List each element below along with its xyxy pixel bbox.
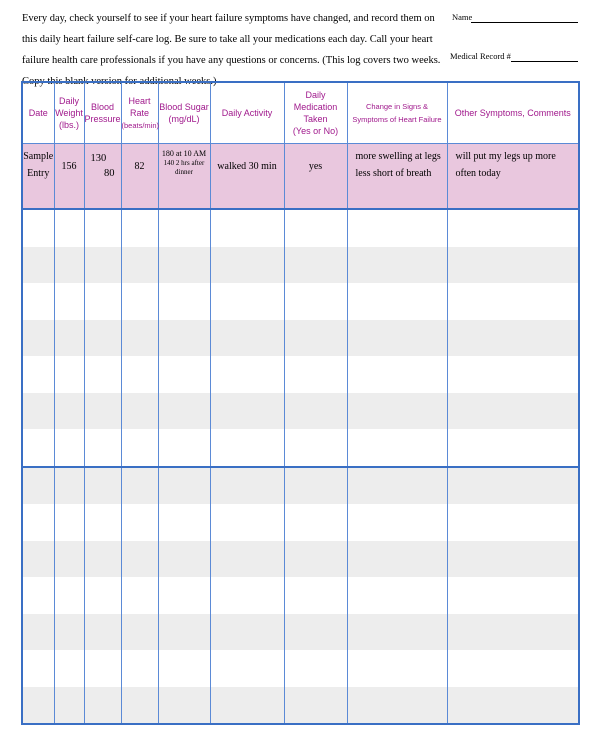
sample-activity: walked 30 min	[210, 144, 284, 210]
col-weight-header: Daily Weight (lbs.)	[54, 82, 84, 144]
table-row[interactable]	[22, 429, 579, 467]
medical-record-label: Medical Record #	[450, 51, 511, 61]
sample-medication: yes	[284, 144, 347, 210]
table-row[interactable]	[22, 504, 579, 541]
medical-record-field[interactable]	[511, 61, 578, 62]
sample-bp-systolic: 130	[90, 153, 107, 164]
col-other-header: Other Symptoms, Comments	[447, 82, 579, 144]
self-care-log-table	[21, 81, 580, 725]
col-pressure-header: Blood Pressure	[84, 82, 121, 144]
table-row[interactable]	[22, 541, 579, 578]
sample-date: Sample Entry	[22, 144, 54, 210]
table-row[interactable]	[22, 650, 579, 687]
col-activity-header: Daily Activity	[210, 82, 284, 144]
table-header-row	[22, 82, 579, 144]
sample-blood-sugar	[158, 144, 210, 210]
sample-sugar-reading-2: 140 2 hrs after dinner	[163, 159, 205, 176]
table-row[interactable]	[22, 393, 579, 430]
sample-bp-diastolic: 80	[104, 168, 115, 179]
name-field[interactable]	[471, 22, 578, 23]
sample-sugar-reading-1: 180 at 10 AM	[161, 149, 207, 158]
table-row[interactable]	[22, 283, 579, 320]
table-row[interactable]	[22, 209, 579, 247]
table-row[interactable]	[22, 577, 579, 614]
col-signs-header: Change in Signs & Symptoms of Heart Failure	[347, 82, 447, 144]
col-date-header: Date	[22, 82, 54, 144]
col-heart-rate-header: Heart Rate (beats/min)	[121, 82, 158, 144]
col-sugar-header: Blood Sugar (mg/dL)	[158, 82, 210, 144]
instructions-text: Every day, check yourself to see if your heart failure symptoms have changed, and record them on this daily heart failure self-care log. Be sure to take all your medications each day. Call your heart failure health care professionals if you have any questions or concerns. (This log covers two weeks. Copy this blank version for additional weeks.)	[22, 13, 441, 87]
sample-blood-pressure	[84, 144, 121, 210]
sample-other: will put my legs up more often today	[447, 144, 579, 210]
sample-entry-row	[22, 144, 579, 210]
table-row[interactable]	[22, 467, 579, 505]
table-row[interactable]	[22, 247, 579, 284]
sample-weight: 156	[54, 144, 84, 210]
table-row[interactable]	[22, 614, 579, 651]
table-row[interactable]	[22, 320, 579, 357]
name-label: Name	[452, 12, 473, 22]
col-medication-header: Daily Medication Taken (Yes or No)	[284, 82, 347, 144]
sample-heart-rate: 82	[121, 144, 158, 210]
sample-signs: more swelling at legs less short of breath	[347, 144, 447, 210]
table-row[interactable]	[22, 687, 579, 725]
table-row[interactable]	[22, 356, 579, 393]
